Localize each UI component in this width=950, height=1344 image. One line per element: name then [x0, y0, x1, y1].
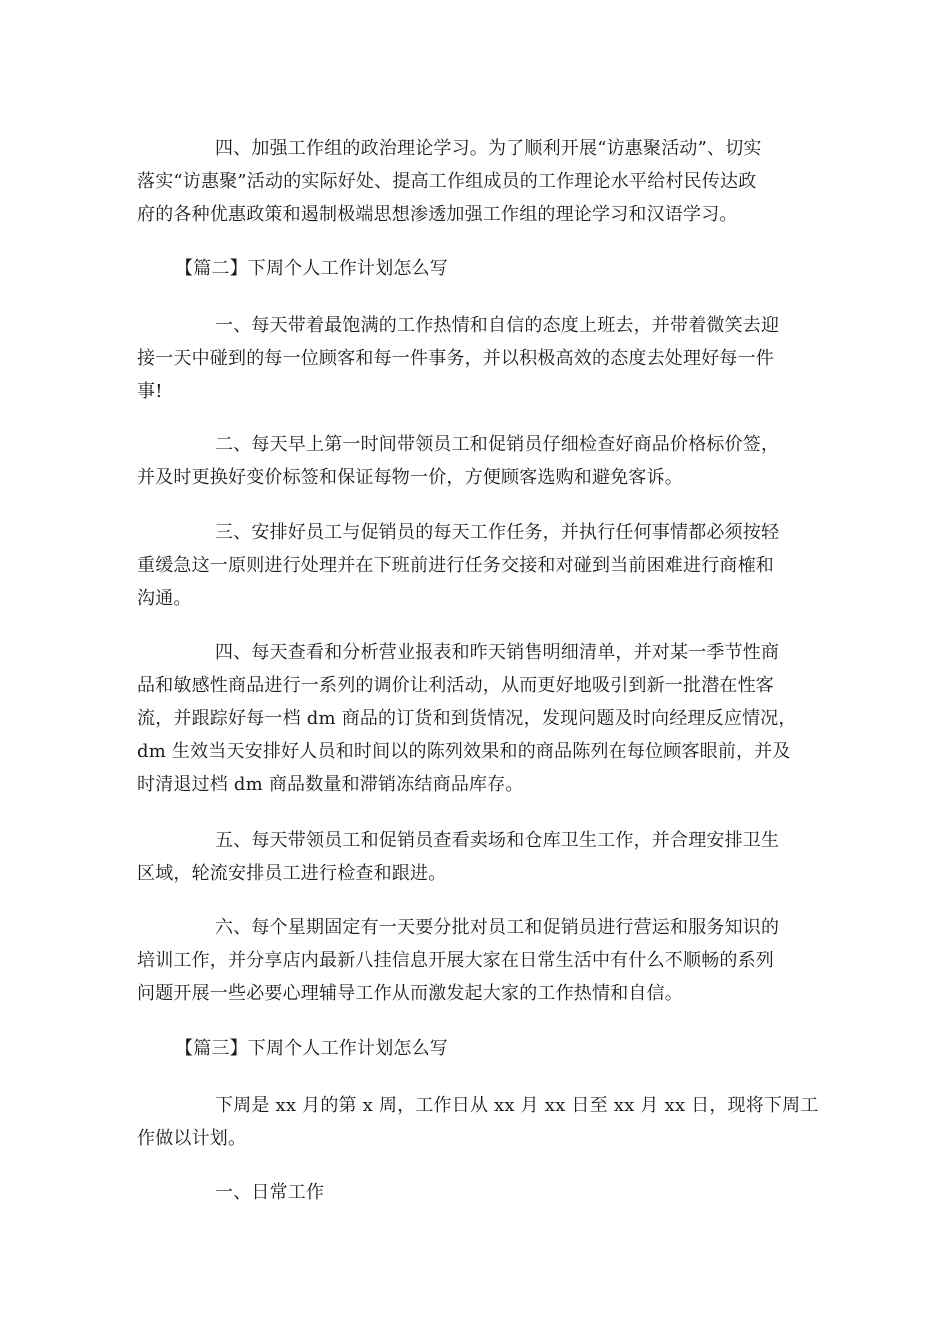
text-line: 培训工作，并分享店内最新八挂信息开展大家在日常生活中有什么不顺畅的系列 [137, 950, 774, 971]
text-line: dm 生效当天安排好人员和时间以的陈列效果和的商品陈列在每位顾客眼前，并及 [137, 741, 791, 762]
text-line: 事! [137, 381, 163, 402]
text-line: 重缓急这一原则进行处理并在下班前进行任务交接和对碰到当前困难进行商榷和 [137, 555, 774, 576]
text-line: 一、每天带着最饱满的工作热情和自信的态度上班去，并带着微笑去迎 [215, 315, 780, 336]
section-heading-part-three [175, 1032, 815, 1065]
heading-text: 【篇二】下周个人工作计划怎么写 [175, 258, 448, 279]
paragraph-item-one [137, 309, 817, 408]
text-line: 区域，轮流安排员工进行检查和跟进。 [137, 863, 447, 884]
paragraph-item-five [137, 824, 817, 890]
text-line: 四、加强工作组的政治理论学习。为了顺利开展“访惠聚活动”、切实 [215, 138, 762, 159]
paragraph-next-week-intro [137, 1089, 817, 1155]
text-line: 接一天中碰到的每一位顾客和每一件事务，并以积极高效的态度去处理好每一件 [137, 348, 774, 369]
section-heading-part-two [175, 252, 815, 285]
paragraph-item-three [137, 516, 817, 615]
text-line: 一、日常工作 [215, 1182, 325, 1203]
paragraph-item-six [137, 911, 817, 1010]
text-line: 落实“访惠聚”活动的实际好处、提高工作组成员的工作理论水平给村民传达政 [137, 171, 757, 192]
text-line: 并及时更换好变价标签和保证每物一价，方便顾客选购和避免客诉。 [137, 467, 683, 488]
text-line: 沟通。 [137, 588, 192, 609]
paragraph-item-four [137, 636, 817, 801]
text-line: 五、每天带领员工和促销员查看卖场和仓库卫生工作，并合理安排卫生 [215, 830, 780, 851]
text-line: 二、每天早上第一时间带领员工和促销员仔细检查好商品价格标价签， [215, 434, 780, 455]
paragraph-item-two [137, 428, 817, 494]
text-line: 问题开展一些必要心理辅导工作从而激发起大家的工作热情和自信。 [137, 983, 683, 1004]
text-line: 四、每天查看和分析营业报表和昨天销售明细清单，并对某一季节性商 [215, 642, 780, 663]
text-line: 三、安排好员工与促销员的每天工作任务，并执行任何事情都必须按轻 [215, 522, 780, 543]
text-line: 府的各种优惠政策和遏制极端思想渗透加强工作组的理论学习和汉语学习。 [137, 204, 738, 225]
paragraph-political-study [137, 132, 817, 231]
paragraph-daily-work-heading [137, 1176, 817, 1209]
text-line: 下周是 xx 月的第 x 周，工作日从 xx 月 xx 日至 xx 月 xx 日，现将下周工 [215, 1095, 819, 1116]
text-line: 时清退过档 dm 商品数量和滞销冻结商品库存。 [137, 774, 524, 795]
text-line: 六、每个星期固定有一天要分批对员工和促销员进行营运和服务知识的 [215, 917, 780, 938]
heading-text: 【篇三】下周个人工作计划怎么写 [175, 1038, 448, 1059]
text-line: 品和敏感性商品进行一系列的调价让利活动，从而更好地吸引到新一批潜在性客 [137, 675, 774, 696]
text-line: 流，并跟踪好每一档 dm 商品的订货和到货情况，发现问题及时向经理反应情况， [137, 708, 797, 729]
text-line: 作做以计划。 [137, 1128, 247, 1149]
